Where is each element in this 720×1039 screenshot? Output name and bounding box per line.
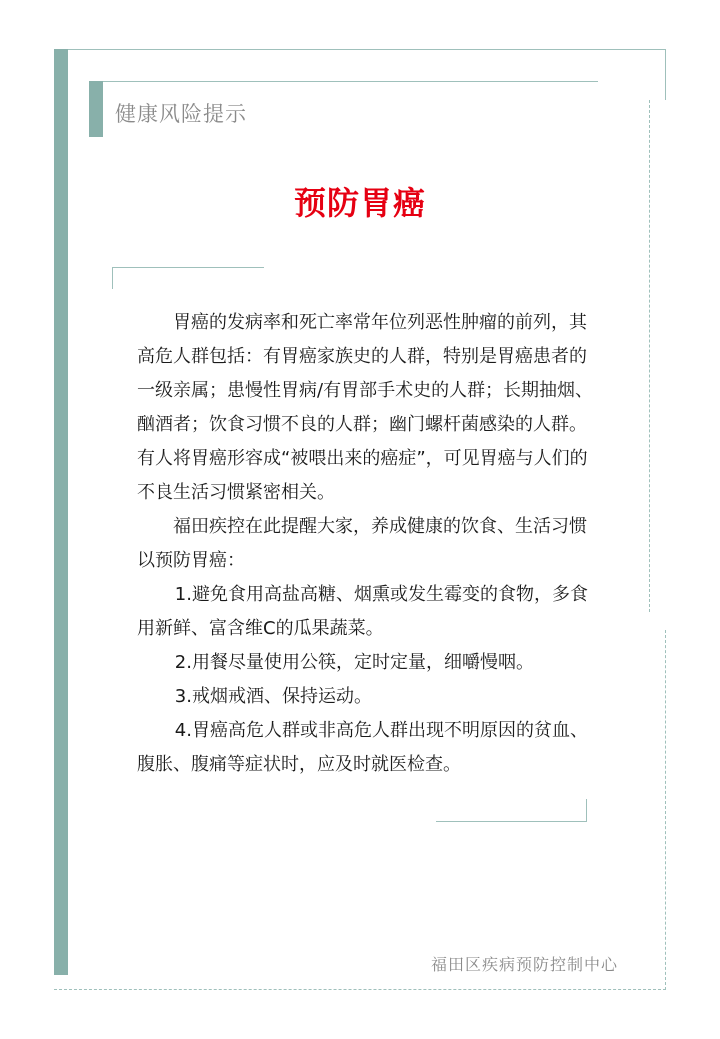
bottom-dashed-border bbox=[54, 989, 666, 990]
corner-bracket-top-left bbox=[112, 267, 264, 268]
header-rule bbox=[103, 81, 598, 82]
tip-item-1: 1.避免食用高盐高糖、烟熏或发生霉变的食物，多食用新鲜、富含维C的瓜果蔬菜。 bbox=[137, 584, 588, 639]
corner-bracket-top-left-vertical bbox=[112, 267, 113, 289]
tip-item-2: 2.用餐尽量使用公筷，定时定量，细嚼慢咽。 bbox=[174, 652, 534, 673]
reminder-paragraph: 福田疾控在此提醒大家，养成健康的饮食、生活习惯以预防胃癌： bbox=[137, 516, 587, 571]
corner-bracket-bottom-right bbox=[436, 821, 586, 822]
tip-item-3: 3.戒烟戒酒、保持运动。 bbox=[174, 686, 372, 707]
footer-organization: 福田区疾病预防控制中心 bbox=[431, 955, 619, 974]
right-border-line bbox=[665, 49, 666, 100]
page-title: 预防胃癌 bbox=[293, 184, 426, 222]
intro-paragraph: 胃癌的发病率和死亡率常年位列恶性肿瘤的前列，其高危人群包括：有胃癌家族史的人群，特别是胃癌患者的一级亲属；患慢性胃病/有胃部手术史的人群；长期抽烟、酗酒者；饮食习惯不良的人群；幽门螺杆菌感染的人群。有人将胃癌形容成“被喂出来的癌症”，可见胃癌与人们的不良生活习惯紧密相关。 bbox=[137, 312, 594, 503]
top-border-line bbox=[68, 49, 666, 50]
section-label: 健康风险提示 bbox=[115, 102, 247, 126]
right-dashed-border-lower bbox=[665, 630, 666, 990]
tip-item-4: 4.胃癌高危人群或非高危人群出现不明原因的贫血、腹胀、腹痛等症状时，应及时就医检查。 bbox=[137, 720, 588, 775]
header-accent-block bbox=[89, 81, 103, 137]
article-body bbox=[137, 306, 597, 782]
corner-bracket-bottom-right-vertical bbox=[586, 799, 587, 822]
right-dashed-border bbox=[649, 100, 650, 612]
